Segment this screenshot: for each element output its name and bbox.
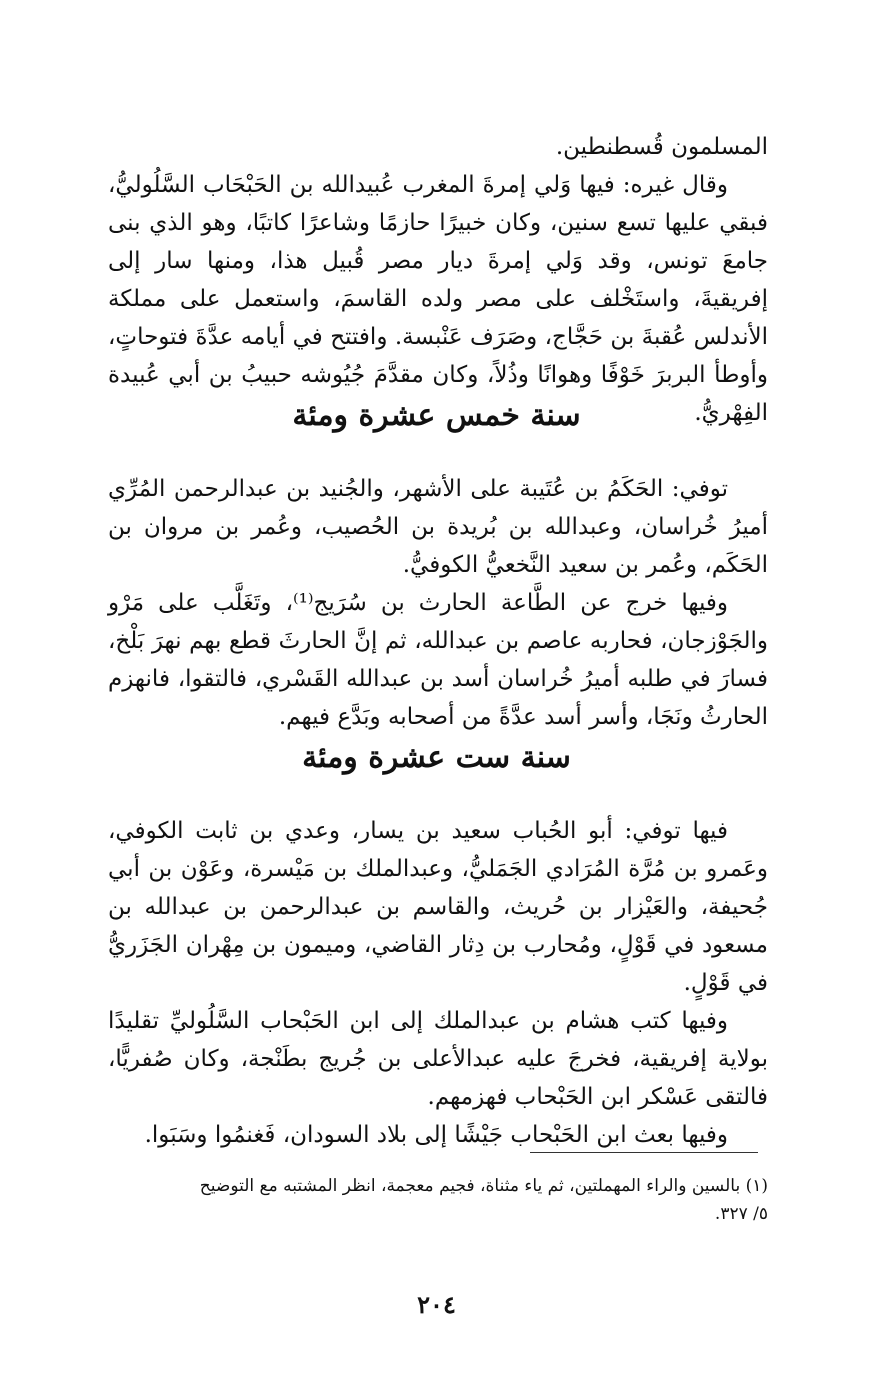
paragraph-deaths-115: توفي: الحَكَمُ بن عُتَيبة على الأشهر، والجُنيد بن عبدالرحمن المُرِّي أميرُ خُراسان، وعبدالله بن بُريدة بن الحُصيب، وعُمر بن مروان بن الحَكَم، وعُمر بن سعيد النَّخعيُّ الكوفيُّ. [108, 476, 768, 578]
section-heading-115: سنة خمس عشرة ومئة [292, 398, 581, 433]
intro-line-continuation: المسلمون قُسطنطين. [555, 134, 768, 160]
paragraph-deaths-116: فيها توفي: أبو الحُباب سعيد بن يسار، وعدي بن ثابت الكوفي، وعَمرو بن مُرَّة المُرَادي الجَمَليُّ، وعبدالملك بن مَيْسرة، وعَوْن بن أبي جُحيفة، والعَيْزار بن حُريث، والقاسم بن عبدالرحمن بن عبدالله بن مسعود في قَوْلٍ، ومُحارب بن دِثار القاضي، وميمون بن مِهْران الجَزَريُّ في قَوْلٍ. [108, 818, 768, 996]
paragraph-events-115: وفيها خرج عن الطَّاعة الحارث بن سُرَيج⁽¹⁾، وتَغَلَّب على مَرْو والجَوْزجان، فحاربه عاصم بن عبدالله، ثم إنَّ الحارثَ قطع بهم نهرَ بَلْخ، فسارَ في طلبه أميرُ خُراسان أسد بن عبدالله القَسْري، فالتقوا، فانهزم الحارثُ ونَجَا، وأسر أسد عدَّةً من أصحابه وبَدَّع فيهم. [108, 590, 768, 730]
section-115-body [108, 470, 768, 736]
intro-block [108, 128, 768, 432]
paragraph-hisham-letter: وفيها كتب هشام بن عبدالملك إلى ابن الحَبْحاب السَّلُوليِّ تقليدًا بولاية إفريقية، فخرجَ عليه عبدالأعلى بن جُريج بطَنْجة، وكان صُفريًّا، فالتقى عَسْكر ابن الحَبْحاب فهزمهم. [108, 1008, 768, 1110]
footnote-line-1: (١) بالسين والراء المهملتين، ثم ياء مثناة، فجيم معجمة، انظر المشتبه مع التوضيح [199, 1176, 768, 1196]
paragraph-sudan-expedition: وفيها بعث ابن الحَبْحاب جَيْشًا إلى بلاد السودان، فَغنمُوا وسَبَوا. [144, 1122, 728, 1148]
page-number: ٢٠٤ [417, 1290, 456, 1319]
intro-paragraph: وقال غيره: فيها وَلي إمرةَ المغرب عُبيدالله بن الحَبْحَاب السَّلُوليُّ، فبقي عليها تسع سنين، وكان خبيرًا حازمًا وشاعرًا كاتبًا، وهو الذي بنى جامعَ تونس، وقد وَلي إمرةَ ديار مصر قُبيل هذا، ومنها سار إلى إفريقيةَ، واستَخْلف على مصر ولده القاسمَ، واستعمل على مملكة الأندلس عُقبةَ بن حَجَّاج، وصَرَف عَنْبسة. وافتتح في أيامه عدَّةَ فتوحاتٍ، وأوطأ البربرَ خَوْفًا وهوانًا وذُلاً، وكان مقدَّمَ جُيُوشه حبيبُ بن أبي عُبيدة الفِهْريُّ. [108, 172, 768, 426]
footnote [108, 1172, 768, 1228]
footnote-separator [530, 1152, 758, 1153]
footnote-line-2: ٥/ ٣٢٧. [714, 1204, 768, 1224]
section-heading-116: سنة ست عشرة ومئة [302, 740, 571, 775]
section-116-body [108, 812, 768, 1154]
